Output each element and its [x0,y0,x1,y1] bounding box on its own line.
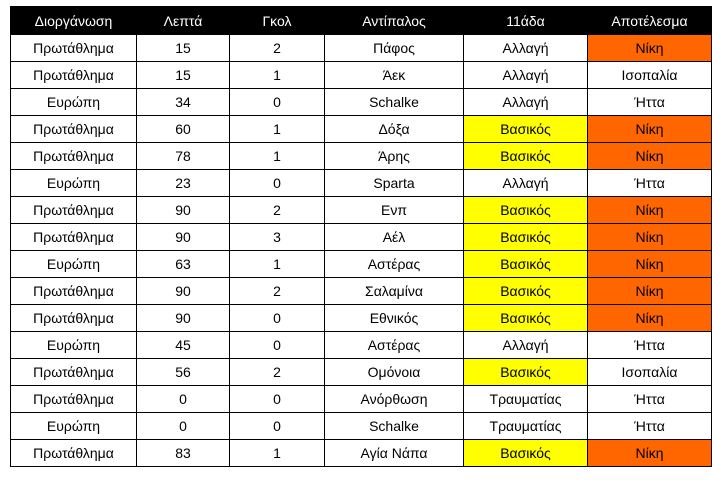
cell-result: Νίκη [588,251,712,278]
cell-competition: Πρωτάθλημα [11,197,137,224]
table-row [11,224,712,251]
cell-goals: 1 [230,116,325,143]
stats-table-container [10,6,712,467]
cell-minutes: 90 [137,224,230,251]
cell-minutes: 60 [137,116,230,143]
table-row [11,332,712,359]
cell-opponent: Αέλ [325,224,464,251]
cell-opponent: Πάφος [325,35,464,62]
cell-competition: Ευρώπη [11,89,137,116]
cell-result: Νίκη [588,143,712,170]
table-row [11,440,712,467]
cell-competition: Πρωτάθλημα [11,440,137,467]
cell-lineup: Βασικός [464,278,588,305]
cell-competition: Ευρώπη [11,332,137,359]
cell-result: Ήττα [588,170,712,197]
cell-opponent: Αστέρας [325,332,464,359]
table-row [11,278,712,305]
cell-goals: 0 [230,413,325,440]
cell-opponent: Δόξα [325,116,464,143]
table-body [11,35,712,467]
cell-minutes: 63 [137,251,230,278]
cell-opponent: Άεκ [325,62,464,89]
cell-lineup: Βασικός [464,143,588,170]
cell-competition: Πρωτάθλημα [11,35,137,62]
column-header-goals: Γκολ [230,7,325,35]
cell-goals: 2 [230,359,325,386]
cell-competition: Πρωτάθλημα [11,224,137,251]
cell-minutes: 90 [137,197,230,224]
cell-competition: Πρωτάθλημα [11,386,137,413]
table-row [11,116,712,143]
cell-lineup: Αλλαγή [464,332,588,359]
cell-competition: Πρωτάθλημα [11,62,137,89]
cell-opponent: Σαλαμίνα [325,278,464,305]
cell-lineup: Τραυματίας [464,386,588,413]
cell-lineup: Αλλαγή [464,35,588,62]
table-row [11,305,712,332]
cell-lineup: Βασικός [464,359,588,386]
cell-opponent: Εθνικός [325,305,464,332]
cell-opponent: Αστέρας [325,251,464,278]
cell-lineup: Αλλαγή [464,170,588,197]
cell-competition: Ευρώπη [11,413,137,440]
cell-goals: 0 [230,170,325,197]
cell-opponent: Άρης [325,143,464,170]
cell-competition: Πρωτάθλημα [11,359,137,386]
cell-goals: 3 [230,224,325,251]
cell-competition: Πρωτάθλημα [11,143,137,170]
cell-result: Νίκη [588,440,712,467]
cell-minutes: 15 [137,62,230,89]
table-row [11,386,712,413]
table-row [11,35,712,62]
cell-lineup: Βασικός [464,224,588,251]
cell-lineup: Αλλαγή [464,89,588,116]
cell-result: Ήττα [588,332,712,359]
table-row [11,143,712,170]
cell-result: Νίκη [588,197,712,224]
cell-goals: 1 [230,62,325,89]
cell-competition: Πρωτάθλημα [11,116,137,143]
cell-opponent: Ενπ [325,197,464,224]
cell-opponent: Schalke [325,413,464,440]
cell-minutes: 0 [137,386,230,413]
cell-goals: 0 [230,305,325,332]
cell-opponent: Αγία Νάπα [325,440,464,467]
cell-lineup: Βασικός [464,251,588,278]
cell-result: Νίκη [588,224,712,251]
cell-goals: 2 [230,35,325,62]
cell-result: Νίκη [588,35,712,62]
cell-goals: 1 [230,143,325,170]
header-row [11,7,712,35]
cell-result: Ισοπαλία [588,359,712,386]
cell-competition: Πρωτάθλημα [11,305,137,332]
cell-competition: Ευρώπη [11,251,137,278]
cell-result: Ήττα [588,413,712,440]
cell-result: Νίκη [588,116,712,143]
cell-minutes: 56 [137,359,230,386]
column-header-minutes: Λεπτά [137,7,230,35]
cell-goals: 2 [230,197,325,224]
cell-minutes: 90 [137,278,230,305]
cell-competition: Πρωτάθλημα [11,278,137,305]
cell-minutes: 0 [137,413,230,440]
cell-goals: 0 [230,386,325,413]
cell-lineup: Αλλαγή [464,62,588,89]
cell-minutes: 90 [137,305,230,332]
table-row [11,170,712,197]
cell-opponent: Schalke [325,89,464,116]
column-header-result: Αποτέλεσμα [588,7,712,35]
column-header-lineup: 11άδα [464,7,588,35]
cell-minutes: 83 [137,440,230,467]
cell-goals: 0 [230,89,325,116]
cell-lineup: Βασικός [464,197,588,224]
table-row [11,197,712,224]
cell-lineup: Τραυματίας [464,413,588,440]
cell-lineup: Βασικός [464,116,588,143]
cell-result: Νίκη [588,305,712,332]
cell-result: Ισοπαλία [588,62,712,89]
cell-competition: Ευρώπη [11,170,137,197]
cell-goals: 1 [230,440,325,467]
table-header [11,7,712,35]
cell-minutes: 45 [137,332,230,359]
cell-minutes: 78 [137,143,230,170]
table-row [11,62,712,89]
cell-minutes: 15 [137,35,230,62]
table-row [11,89,712,116]
cell-lineup: Βασικός [464,305,588,332]
cell-opponent: Sparta [325,170,464,197]
column-header-competition: Διοργάνωση [11,7,137,35]
table-row [11,413,712,440]
column-header-opponent: Αντίπαλος [325,7,464,35]
cell-minutes: 34 [137,89,230,116]
cell-goals: 1 [230,251,325,278]
cell-result: Ήττα [588,89,712,116]
cell-minutes: 23 [137,170,230,197]
cell-goals: 0 [230,332,325,359]
table-row [11,359,712,386]
table-row [11,251,712,278]
cell-opponent: Ομόνοια [325,359,464,386]
cell-lineup: Βασικός [464,440,588,467]
cell-result: Νίκη [588,278,712,305]
match-stats-table [10,6,712,467]
cell-goals: 2 [230,278,325,305]
cell-result: Ήττα [588,386,712,413]
cell-opponent: Ανόρθωση [325,386,464,413]
